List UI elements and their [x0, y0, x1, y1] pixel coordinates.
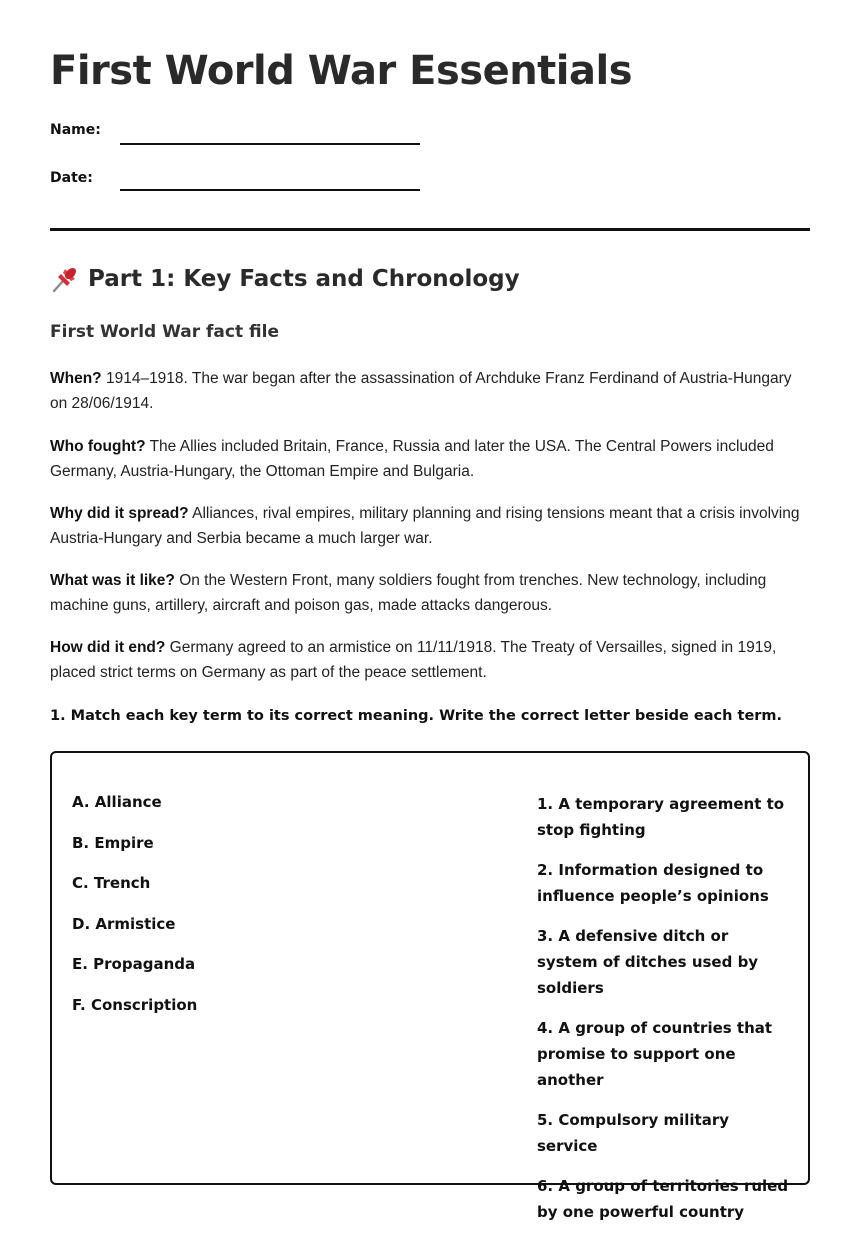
fact-file-title: First World War fact file: [50, 322, 279, 342]
fact-when: [50, 366, 810, 416]
fact-who-fought: [50, 434, 810, 484]
fact-question: Who fought?: [50, 438, 146, 455]
fact-question: What was it like?: [50, 572, 175, 589]
term-item[interactable]: C. Trench: [72, 874, 151, 893]
section-divider: [50, 228, 810, 231]
definition-item: 4. A group of countries that promise to support one another: [537, 1019, 773, 1089]
part-1-heading-text: Part 1: Key Facts and Chronology: [88, 266, 520, 292]
fact-answer: The Allies included Britain, France, Russia and later the USA. The Central Powers included Germany, Austria-Hungary, the Ottoman Empire and Bulgaria.: [50, 438, 774, 480]
name-label: Name:: [50, 122, 101, 138]
fact-what-like: [50, 568, 810, 618]
definition-item: 1. A temporary agreement to stop fighting: [537, 795, 785, 839]
definitions-column: [537, 791, 792, 1239]
fact-answer: 1914–1918. The war began after the assassination of Archduke Franz Ferdinand of Austria-Hungary on 28/06/1914.: [50, 370, 792, 412]
fact-question: When?: [50, 370, 102, 387]
fact-answer: Germany agreed to an armistice on 11/11/1918. The Treaty of Versailles, signed in 1919, placed strict terms on Germany as part of the peace settlement.: [50, 639, 777, 681]
fact-answer: Alliances, rival empires, military planning and rising tensions meant that a crisis involving Austria-Hungary and Serbia became a much larger war.: [50, 505, 800, 547]
term-item[interactable]: A. Alliance: [72, 793, 162, 811]
part-1-heading: [50, 264, 520, 294]
date-label: Date:: [50, 170, 93, 186]
fact-answer: On the Western Front, many soldiers fought from trenches. New technology, including machine guns, artillery, aircraft and poison gas, made attacks dangerous.: [50, 572, 767, 614]
pushpin-icon: [50, 264, 80, 294]
fact-how-end: [50, 635, 810, 685]
question-1: 1. Match each key term to its correct meaning. Write the correct letter beside each term.: [50, 708, 783, 724]
terms-column: [72, 791, 197, 1035]
date-field[interactable]: [120, 189, 420, 191]
term-item[interactable]: B. Empire: [72, 833, 154, 852]
fact-why-spread: [50, 501, 810, 551]
term-item[interactable]: E. Propaganda: [72, 955, 196, 974]
fact-question: How did it end?: [50, 639, 166, 656]
definition-item: 2. Information designed to influence people’s opinions: [537, 861, 769, 905]
definition-item: 3. A defensive ditch or system of ditches used by soldiers: [537, 927, 759, 997]
definition-item: 6. A group of territories ruled by one powerful country: [537, 1177, 789, 1221]
term-item[interactable]: D. Armistice: [72, 914, 176, 933]
term-item[interactable]: F. Conscription: [72, 995, 198, 1014]
fact-question: Why did it spread?: [50, 505, 189, 522]
matching-box: [50, 751, 810, 1221]
definition-item: 5. Compulsory military service: [537, 1111, 730, 1155]
name-field[interactable]: [120, 143, 420, 145]
page-title: First World War Essentials: [50, 48, 633, 94]
